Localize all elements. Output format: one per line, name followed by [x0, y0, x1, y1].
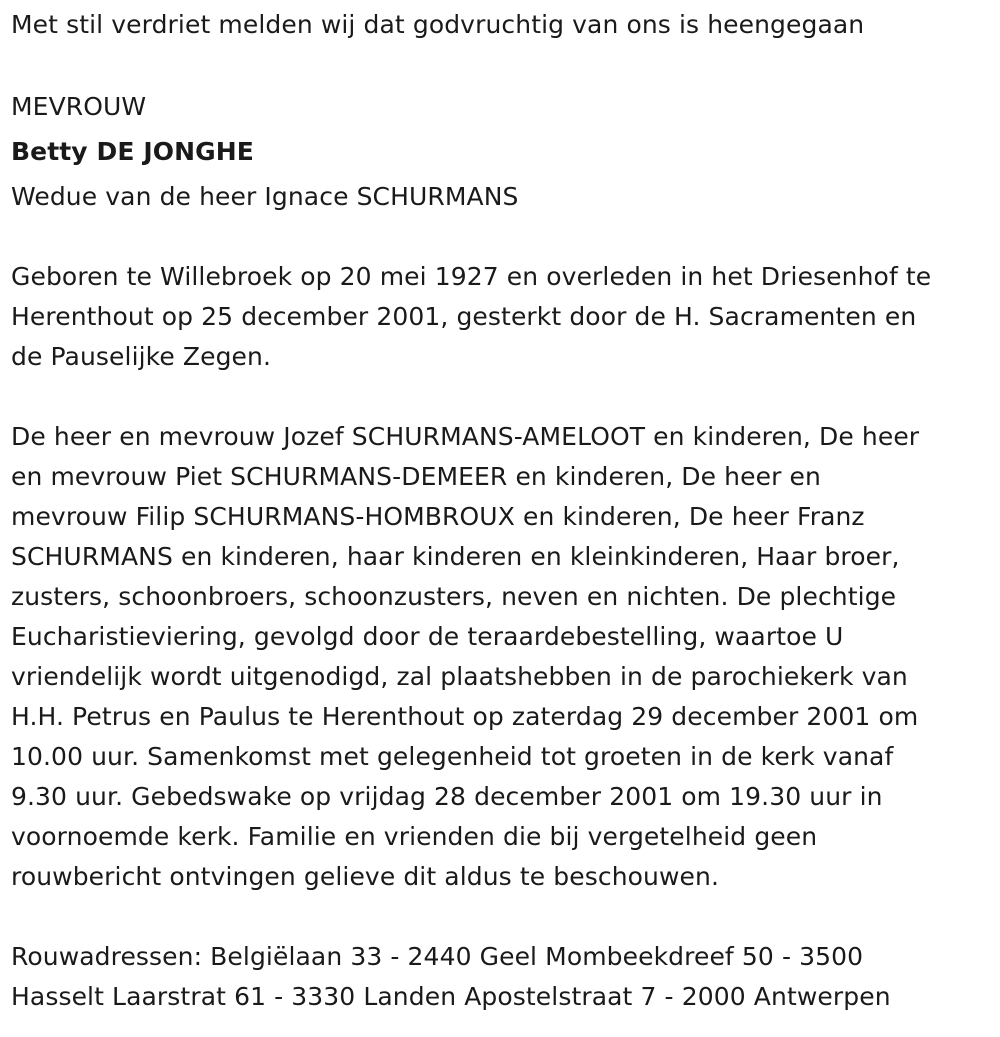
paragraph-line: Hasselt Laarstrat 61 - 3330 Landen Apostelstraat 7 - 2000 Antwerpen — [11, 982, 891, 1011]
widow-of-text: Wedue van de heer Ignace SCHURMANS — [11, 182, 519, 211]
intro-text: Met stil verdriet melden wij dat godvruchtig van ons is heengegaan — [11, 10, 865, 39]
paragraph-line: mevrouw Filip SCHURMANS-HOMBROUX en kinderen, De heer Franz — [11, 502, 865, 531]
death-notice — [11, 0, 986, 1017]
deceased-name: Betty DE JONGHE — [11, 137, 254, 166]
paragraph-line: 10.00 uur. Samenkomst met gelegenheid tot groeten in de kerk vanaf — [11, 742, 894, 771]
birth-death-paragraph — [11, 257, 986, 377]
paragraph-line: De heer en mevrouw Jozef SCHURMANS-AMELOOT en kinderen, De heer — [11, 422, 920, 451]
paragraph-line: SCHURMANS en kinderen, haar kinderen en kleinkinderen, Haar broer, — [11, 542, 900, 571]
spacer — [11, 897, 986, 937]
honorific-title: MEVROUW — [11, 92, 147, 121]
family-paragraph — [11, 417, 986, 897]
paragraph-line: rouwbericht ontvingen gelieve dit aldus te beschouwen. — [11, 862, 720, 891]
paragraph-line: zusters, schoonbroers, schoonzusters, neven en nichten. De plechtige — [11, 582, 897, 611]
paragraph-line: Eucharistieviering, gevolgd door de teraardebestelling, waartoe U — [11, 622, 844, 651]
paragraph-line: voornoemde kerk. Familie en vrienden die bij vergetelheid geen — [11, 822, 818, 851]
paragraph-line: Geboren te Willebroek op 20 mei 1927 en overleden in het Driesenhof te — [11, 262, 932, 291]
paragraph-line: vriendelijk wordt uitgenodigd, zal plaatshebben in de parochiekerk van — [11, 662, 908, 691]
spacer — [11, 377, 986, 417]
paragraph-line: de Pauselijke Zegen. — [11, 342, 272, 371]
paragraph-line: Rouwadressen: Belgiëlaan 33 - 2440 Geel Mombeekdreef 50 - 3500 — [11, 942, 864, 971]
spacer — [11, 217, 986, 257]
paragraph-line: 9.30 uur. Gebedswake op vrijdag 28 december 2001 om 19.30 uur in — [11, 782, 883, 811]
paragraph-line: H.H. Petrus en Paulus te Herenthout op zaterdag 29 december 2001 om — [11, 702, 919, 731]
spacer — [11, 45, 986, 85]
paragraph-line: Herenthout op 25 december 2001, gesterkt door de H. Sacramenten en — [11, 302, 917, 331]
address-paragraph — [11, 937, 986, 1017]
paragraph-line: en mevrouw Piet SCHURMANS-DEMEER en kinderen, De heer en — [11, 462, 821, 491]
